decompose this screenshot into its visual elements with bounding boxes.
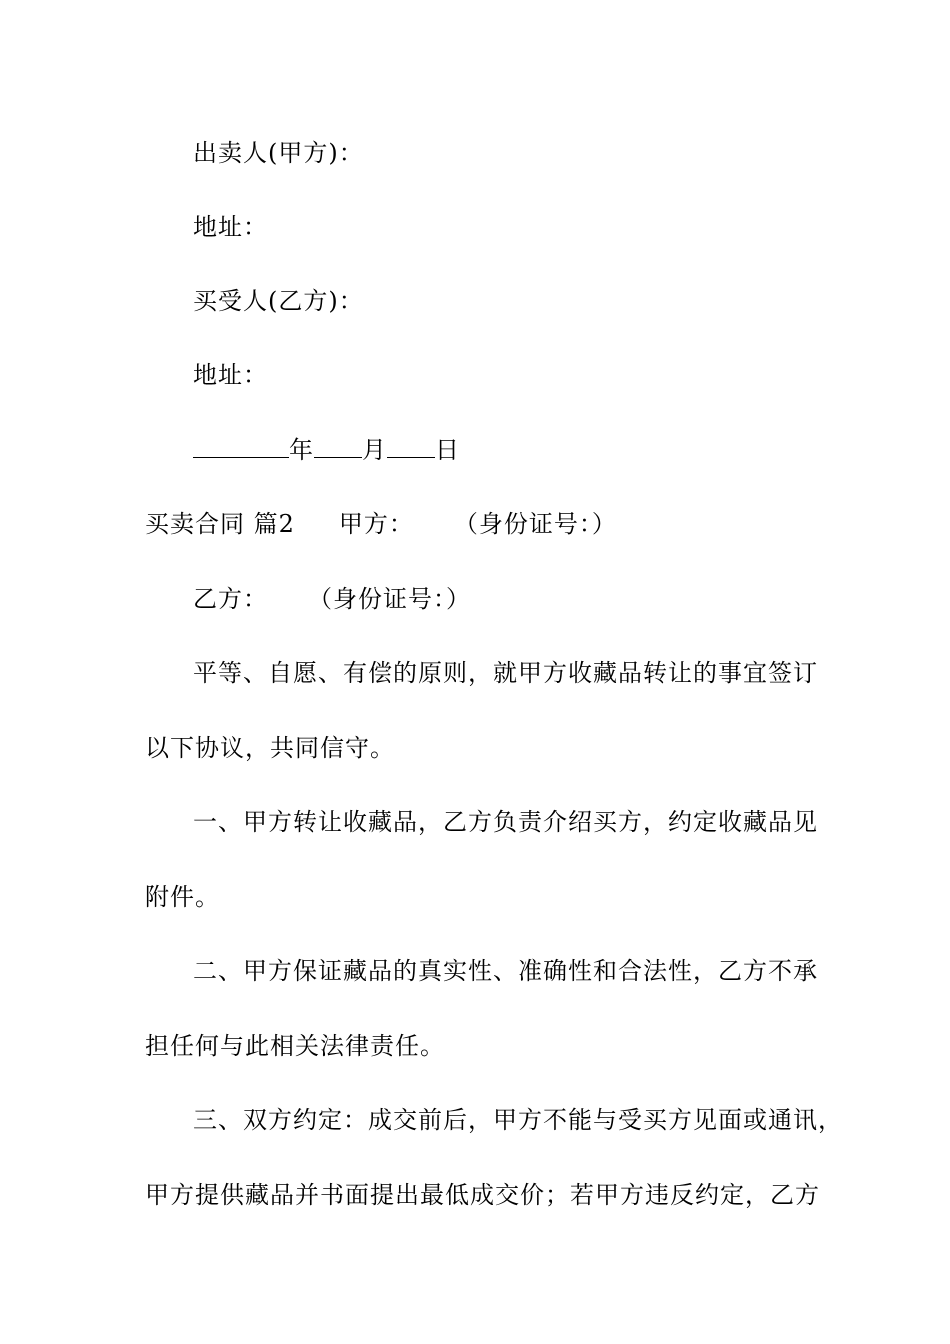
buyer-label: 买受人(乙方)： <box>193 287 364 315</box>
date-line <box>193 434 460 466</box>
buyer-address-label: 地址： <box>193 361 268 389</box>
year-blank <box>193 435 289 458</box>
seller-label: 出卖人(甲方)： <box>193 139 364 167</box>
seller-address-label: 地址： <box>193 213 268 241</box>
contract2-header-line <box>145 508 617 540</box>
party-a-id: （身份证号：） <box>453 510 617 538</box>
year-label: 年 <box>289 436 314 464</box>
paragraph-3-line-2: 担任何与此相关法律责任。 <box>145 1032 445 1060</box>
month-blank <box>314 435 362 458</box>
party-b-id: （身份证号：） <box>308 585 471 613</box>
paragraph-4-line-1: 三、双方约定：成交前后，甲方不能与受买方见面或通讯， <box>193 1106 843 1134</box>
month-label: 月 <box>362 436 387 464</box>
paragraph-1-line-2: 以下协议，共同信守。 <box>145 734 395 762</box>
paragraph-3-line-1: 二、甲方保证藏品的真实性、准确性和合法性，乙方不承 <box>193 957 818 985</box>
contract2-title: 买卖合同 篇2 <box>145 510 295 538</box>
day-label: 日 <box>435 436 460 464</box>
party-b-line <box>193 583 471 615</box>
party-b-label: 乙方： <box>193 585 268 613</box>
paragraph-2-line-1: 一、甲方转让收藏品，乙方负责介绍买方，约定收藏品见 <box>193 808 818 836</box>
day-blank <box>387 435 435 458</box>
paragraph-4-line-2: 甲方提供藏品并书面提出最低成交价；若甲方违反约定，乙方 <box>145 1181 820 1209</box>
party-a-label: 甲方： <box>338 510 414 538</box>
paragraph-2-line-2: 附件。 <box>145 883 220 911</box>
paragraph-1-line-1: 平等、自愿、有偿的原则，就甲方收藏品转让的事宜签订 <box>193 659 818 687</box>
